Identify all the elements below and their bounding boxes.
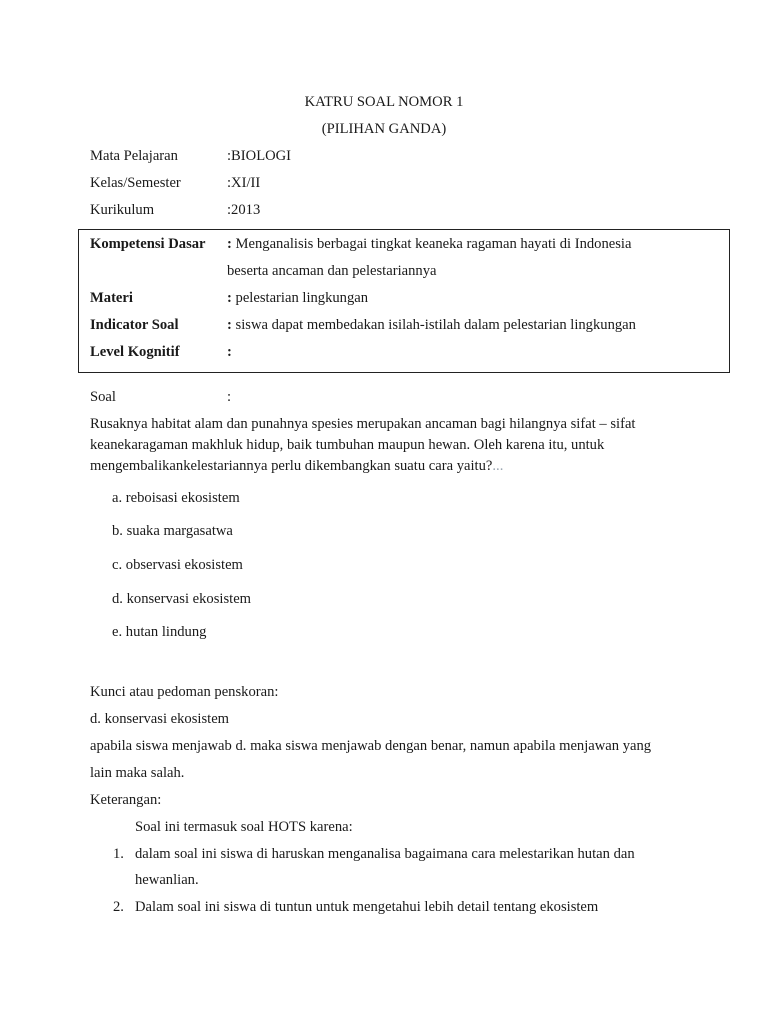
competency-label: Kompetensi Dasar: [90, 236, 206, 252]
question-label: Soal: [90, 389, 116, 405]
info-value: :XI/II: [227, 175, 261, 191]
doc-title: KATRU SOAL NOMOR 1: [304, 94, 464, 110]
indicator-colon: :: [227, 317, 232, 333]
indicator-label: Indicator Soal: [90, 317, 179, 333]
option-d: d. konservasi ekosistem: [112, 591, 252, 607]
info-label: Mata Pelajaran: [90, 148, 178, 164]
info-row: [90, 174, 260, 192]
question-text-line: keanekaragaman makhluk hidup, baik tumbuhan maupun hewan. Oleh karena itu, untuk: [90, 437, 605, 453]
notes-item-text: Dalam soal ini siswa di tuntun untuk mengetahui lebih detail tentang ekosistem: [135, 899, 599, 915]
key-answer: d. konservasi ekosistem: [90, 711, 230, 727]
notes-item-number: 2.: [113, 899, 124, 915]
key-heading: Kunci atau pedoman penskoran:: [90, 684, 279, 700]
info-value: :BIOLOGI: [227, 148, 292, 164]
notes-heading: Keterangan:: [90, 792, 162, 808]
key-explanation-line: apabila siswa menjawab d. maka siswa menjawab dengan benar, namun apabila menjawan yang: [90, 738, 652, 754]
competency-value: beserta ancaman dan pelestariannya: [227, 263, 437, 279]
cognitive-level-label: Level Kognitif: [90, 344, 180, 360]
option-e: e. hutan lindung: [112, 624, 207, 640]
question-text-line: Rusaknya habitat alam dan punahnya spesies merupakan ancaman bagi hilangnya sifat – sifat: [90, 416, 636, 432]
doc-subtitle: (PILIHAN GANDA): [321, 121, 447, 137]
info-row: [90, 147, 291, 165]
question-text: mengembalikankelestariannya perlu dikembangkan suatu cara yaitu?: [90, 458, 493, 474]
material-value: pelestarian lingkungan: [235, 290, 369, 306]
key-explanation-line: lain maka salah.: [90, 765, 185, 781]
competency-value: Menganalisis berbagai tingkat keaneka ragaman hayati di Indonesia: [235, 236, 632, 252]
material-colon: :: [227, 290, 232, 306]
material-label: Materi: [90, 290, 133, 306]
cognitive-level-colon: :: [227, 344, 232, 360]
option-b: b. suaka margasatwa: [112, 523, 233, 539]
option-a: a. reboisasi ekosistem: [112, 490, 240, 506]
question-colon: :: [227, 389, 232, 405]
cognitive-level-row: [90, 343, 232, 361]
competency-colon: :: [227, 236, 232, 252]
info-row: [90, 201, 260, 219]
material-row: [90, 289, 368, 307]
notes-item-text: dalam soal ini siswa di haruskan menganalisa bagaimana cara melestarikan hutan dan: [135, 846, 635, 862]
info-label: Kurikulum: [90, 202, 155, 218]
notes-item-number: 1.: [113, 846, 124, 862]
info-value: :2013: [227, 202, 261, 218]
indicator-value: siswa dapat membedakan isilah-istilah dalam pelestarian lingkungan: [235, 317, 636, 333]
notes-intro: Soal ini termasuk soal HOTS karena:: [135, 819, 353, 835]
indicator-row: [90, 316, 636, 334]
question-label-row: [90, 388, 231, 406]
competency-row-continued: [227, 262, 436, 280]
question-ellipsis: ...: [492, 458, 504, 474]
info-label: Kelas/Semester: [90, 175, 181, 191]
option-c: c. observasi ekosistem: [112, 557, 243, 573]
notes-item-text: hewanlian.: [135, 872, 199, 888]
question-text-line-last: [90, 457, 503, 475]
competency-row: [90, 235, 631, 253]
